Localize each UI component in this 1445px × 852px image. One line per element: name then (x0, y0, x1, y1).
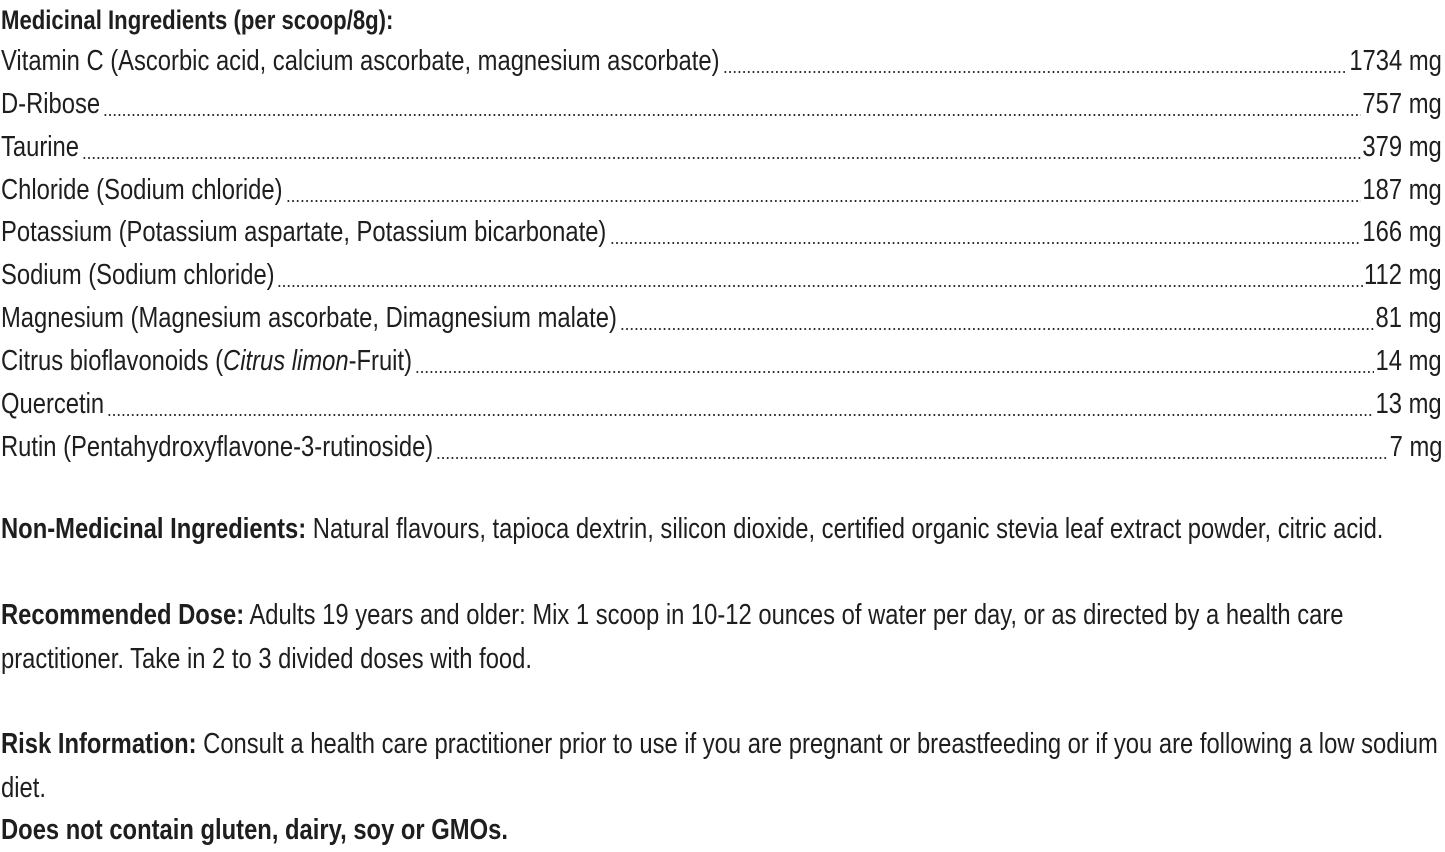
risk-text: Consult a health care practitioner prior to use if you are pregnant or breastfeeding or if you are following a low sodium diet. (1, 728, 1438, 804)
dot-leader (723, 71, 1348, 73)
ingredient-name: Taurine (1, 130, 80, 163)
dot-leader (103, 114, 1361, 116)
allergen-text: Does not contain gluten, dairy, soy or GMOs. (1, 814, 508, 846)
ingredient-amount: 13 mg (1375, 388, 1442, 421)
ingredient-amount: 166 mg (1362, 216, 1442, 249)
dot-leader (415, 371, 1374, 373)
ingredient-amount: 757 mg (1362, 87, 1442, 120)
ingredient-name (1, 340, 412, 382)
ingredient-row (1, 39, 1442, 82)
dot-leader (82, 157, 1361, 159)
medicinal-heading-text: Medicinal Ingredients (per scoop/8g): (1, 5, 394, 35)
ingredient-amount: 81 mg (1375, 302, 1442, 335)
dot-leader (620, 328, 1374, 330)
ingredient-name-end: -Fruit) (348, 345, 412, 378)
non-medicinal-text: Natural flavours, tapioca dextrin, silicon dioxide, certified organic stevia leaf extract powder, citric acid. (312, 513, 1384, 545)
non-medicinal-label: Non-Medicinal Ingredients: (1, 513, 307, 545)
allergen-statement (1, 808, 1443, 852)
ingredient-name: Vitamin C (Ascorbic acid, calcium ascorbate, magnesium ascorbate) (1, 44, 720, 77)
ingredient-row (1, 296, 1442, 339)
ingredient-row (1, 82, 1442, 125)
ingredient-row (1, 211, 1442, 254)
ingredient-row (1, 339, 1442, 382)
ingredient-amount: 187 mg (1362, 173, 1442, 206)
recommended-dose (1, 593, 1443, 681)
ingredient-name: Quercetin (1, 388, 105, 421)
risk-label: Risk Information: (1, 728, 197, 760)
ingredient-amount: 14 mg (1375, 345, 1442, 378)
dot-leader (436, 457, 1387, 459)
ingredient-amount: 1734 mg (1349, 44, 1442, 77)
ingredient-name: Sodium (Sodium chloride) (1, 259, 275, 292)
dot-leader (277, 285, 1362, 287)
medicinal-ingredients-heading (1, 2, 480, 38)
ingredient-row (1, 382, 1442, 425)
ingredient-amount: 379 mg (1362, 130, 1442, 163)
ingredient-row (1, 125, 1442, 168)
dose-text: Adults 19 years and older: Mix 1 scoop in 10-12 ounces of water per day, or as directed by a health care practitioner. Take in 2 to 3 divided doses with food. (1, 599, 1344, 675)
non-medicinal-ingredients (1, 507, 1443, 551)
dot-leader (286, 200, 1361, 202)
dot-leader (610, 242, 1361, 244)
ingredient-name: Rutin (Pentahydroxyflavone-3-rutinoside) (1, 430, 434, 463)
ingredient-row (1, 425, 1442, 468)
ingredient-row (1, 168, 1442, 211)
ingredient-name: Magnesium (Magnesium ascorbate, Dimagnesium malate) (1, 302, 617, 335)
ingredient-name: Chloride (Sodium chloride) (1, 173, 283, 206)
dot-leader (107, 414, 1374, 416)
medicinal-ingredients-list (1, 39, 1442, 468)
ingredient-name: Potassium (Potassium aspartate, Potassium bicarbonate) (1, 216, 607, 249)
ingredient-amount: 112 mg (1364, 259, 1442, 292)
ingredient-row (1, 253, 1442, 296)
ingredient-name-latin: Citrus limon (223, 345, 349, 378)
risk-information (1, 722, 1443, 810)
ingredient-amount: 7 mg (1389, 430, 1442, 463)
dose-label: Recommended Dose: (1, 599, 245, 631)
ingredient-name-start: Citrus bioflavonoids ( (1, 345, 224, 378)
ingredient-name: D-Ribose (1, 87, 101, 120)
